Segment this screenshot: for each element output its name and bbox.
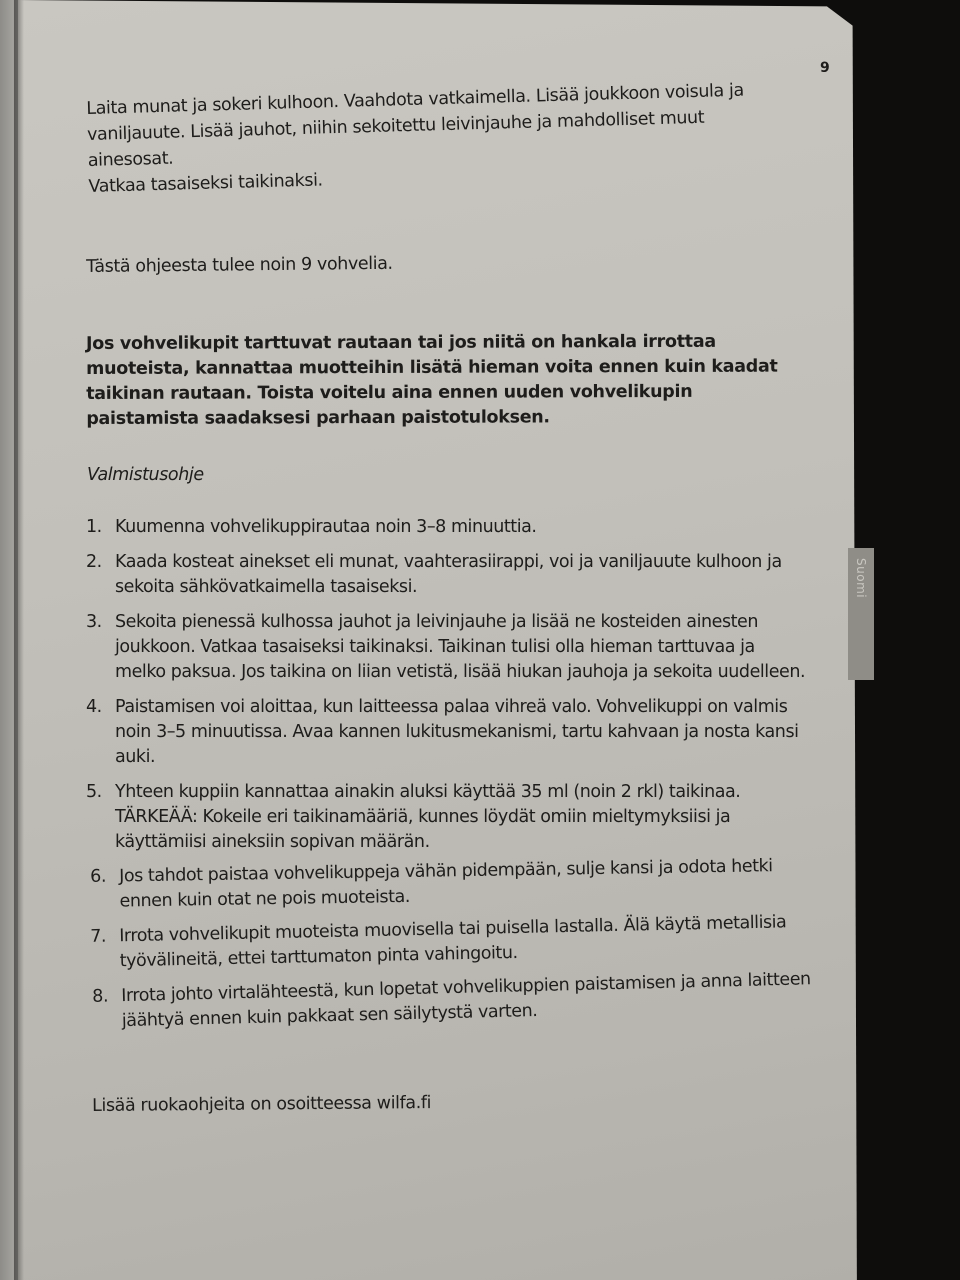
yield-note: Tästä ohjeesta tulee noin 9 vohvelia. (86, 253, 393, 277)
intro-text-whisk: Vatkaa tasaiseksi taikinaksi. (88, 170, 323, 197)
intro-paragraph (86, 77, 769, 200)
intro-text: Laita munat ja sokeri kulhoon. Vaahdota vatkaimella. Lisää joukkoon voisula ja vaniljauute. Lisää jauhot, niihin sekoitettu leivinjauhe ja mahdolliset muut ainesosat. (86, 80, 745, 171)
step-item (92, 967, 813, 1035)
step-text: Sekoita pienessä kulhossa jauhot ja leivinjauhe ja lisää ne kosteiden ainesten joukkoon. Vatkaa tasaiseksi taikinaksi. Taikinan tulisi olla hieman tarttuvaa ja melko paksua. Jos taikina on liian vetistä, lisää hiukan jauhoja ja sekoita uudelleen. (115, 612, 806, 682)
step-number: 8. (92, 986, 109, 1007)
step-text: Irrota johto virtalähteestä, kun lopetat vohvelikuppien paistamisen ja anna laitteen jäähtyä ennen kuin pakkaat sen säilytystä varten. (121, 969, 811, 1032)
step-item (90, 854, 811, 915)
step-number: 1. (86, 517, 102, 537)
step-number: 4. (86, 697, 102, 717)
step-item (86, 610, 806, 685)
step-number: 2. (86, 552, 102, 572)
step-text: Paistamisen voi aloittaa, kun laitteessa palaa vihreä valo. Vohvelikuppi on valmis noin 3–5 minuutissa. Avaa kannen lukitusmekanismi, tartu kahvaan ja nosta kansi auki. (115, 697, 799, 767)
step-text: Kaada kosteat ainekset eli munat, vaahterasiirappi, voi ja vaniljauute kulhoon ja sekoita sähkövatkaimella tasaiseksi. (115, 552, 782, 597)
important-label: TÄRKEÄÄ: (115, 807, 198, 827)
step-number: 5. (86, 782, 102, 802)
step-item (90, 910, 811, 975)
step-text: Yhteen kuppiin kannattaa ainakin aluksi käyttää 35 ml (noin 2 rkl) taikinaa. (115, 782, 741, 802)
step-item (86, 550, 806, 600)
step-item (86, 695, 806, 770)
more-recipes-note: Lisää ruokaohjeita on osoitteessa wilfa.fi (92, 1093, 432, 1116)
important-text: Kokeile eri taikinamääriä, kunnes löydät omiin mieltymyksiisi ja käyttämiisi aineksiin sopivan määrän. (115, 807, 731, 852)
greasing-tip: Jos vohvelikupit tarttuvat rautaan tai jos niitä on hankala irrottaa muoteista, kannattaa muotteihin lisätä hieman voita ennen kuin kaadat taikinan rautaan. Toista voitelu aina ennen uuden vohvelikupin paistamista saadaksesi parhaan paistotuloksen. (86, 331, 778, 429)
step-item (86, 515, 806, 540)
step-text: Jos tahdot paistaa vohvelikuppeja vähän pidempään, sulje kansi ja odota hetki ennen kuin otat ne pois muoteista. (119, 856, 773, 912)
step-number: 7. (90, 926, 107, 947)
step-text: Irrota vohvelikupit muoteista muovisella tai puisella lastalla. Älä käytä metallisia työvälineitä, ettei tarttumaton pinta vahingoitu. (119, 912, 787, 972)
step-item (86, 780, 806, 855)
binding-shadow (14, 0, 24, 1280)
step-number: 6. (90, 866, 107, 887)
instruction-steps (86, 515, 811, 1045)
language-tab-label: Suomi (854, 558, 868, 599)
step-number: 3. (86, 612, 102, 632)
page-number: 9 (820, 60, 830, 76)
step-text: Kuumenna vohvelikuppirautaa noin 3–8 minuuttia. (115, 517, 537, 537)
step-body (115, 780, 806, 855)
section-heading-instructions: Valmistusohje (87, 465, 204, 485)
language-tab (848, 548, 874, 680)
